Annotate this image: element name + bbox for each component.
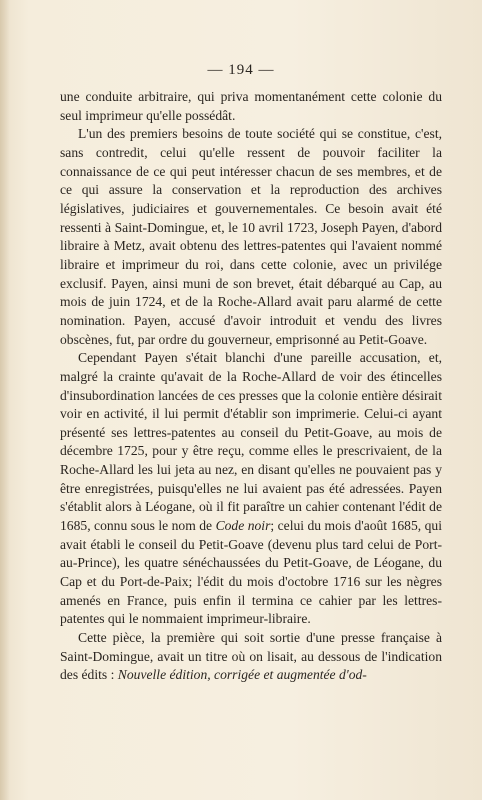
paragraph-4-text: Cette pièce, la première qui soit sortie d'une presse française à Saint-Domingue, avait un titre où on lisait, au dessous de l'indication des édits : bbox=[60, 630, 442, 683]
paragraph-3-italic: Code noir bbox=[215, 518, 271, 534]
paragraph-4 bbox=[60, 629, 442, 685]
paragraph-3 bbox=[60, 349, 442, 629]
paragraph-1-text: une conduite arbitraire, qui priva momentanément cette colonie du seul imprimeur qu'elle possédât. bbox=[60, 89, 442, 123]
page-number: — 194 — bbox=[207, 62, 275, 78]
paragraph-3-text: Cependant Payen s'était blanchi d'une pareille accusation, et, malgré la crainte qu'avait de la Roche-Allard de voir des étincelles d'insubordination lancées de ces presses que la colonie entière désirait voir en activité, il lui permit d'établir son imprimerie. Celui-ci ayant présenté ses lettres-patentes au conseil du Petit-Goave, au mois de décembre 1725, pour y être reçu, comme elles le prescrivaient, de la Roche-Allard les lui jeta au nez, en disant qu'elles ne pouvaient pas y être enregistrées, puisqu'elles ne lui avaient pas été adressées. Payen s'établit alors à Léogane, où il fit paraître un cahier contenant l'édit de 1685, connu sous le nom de bbox=[60, 350, 442, 534]
paragraph-2-text: L'un des premiers besoins de toute société qui se constitue, c'est, sans contredit, celui qu'elle ressent de pouvoir faciliter la connaissance de ce qui peut intéresser chacun de ses membres, et de ce qui assure la conservation et la reproduction des archives législatives, judiciaires et gouvernementales. Ce besoin avait été ressenti à Saint-Domingue, et, le 10 avril 1723, Joseph Payen, d'abord libraire à Metz, avait obtenu des lettres-patentes qui l'avaient nommé libraire et imprimeur du roi, dans cette colonie, avec un privilége exclusif. Payen, ainsi muni de son brevet, était débarqué au Cap, au mois de juin 1724, et de la Roche-Allard avait paru alarmé de cette nomination. Payen, accusé d'avoir introduit et vendu des livres obscènes, fut, par ordre du gouverneur, emprisonné au Petit-Goave. bbox=[60, 126, 442, 347]
paragraph-2 bbox=[60, 125, 442, 349]
paragraph-1 bbox=[60, 88, 442, 125]
paragraph-3-text-after: ; celui du mois d'août 1685, qui avait établi le conseil du Petit-Goave (devenu plus tard celui de Port-au-Prince), les quatre sénéchaussées du Petit-Goave, de Léogane, du Cap et du Port-de-Paix; l'édit du mois d'octobre 1716 sur les nègres amenés en France, puis enfin il termina ce cahier par les lettres-patentes qui le nommaient imprimeur-libraire. bbox=[60, 518, 442, 627]
body-text bbox=[60, 88, 442, 685]
paragraph-4-italic: Nouvelle édition, corrigée et augmentée d'od- bbox=[117, 667, 367, 683]
page-gutter-shadow bbox=[0, 0, 10, 800]
